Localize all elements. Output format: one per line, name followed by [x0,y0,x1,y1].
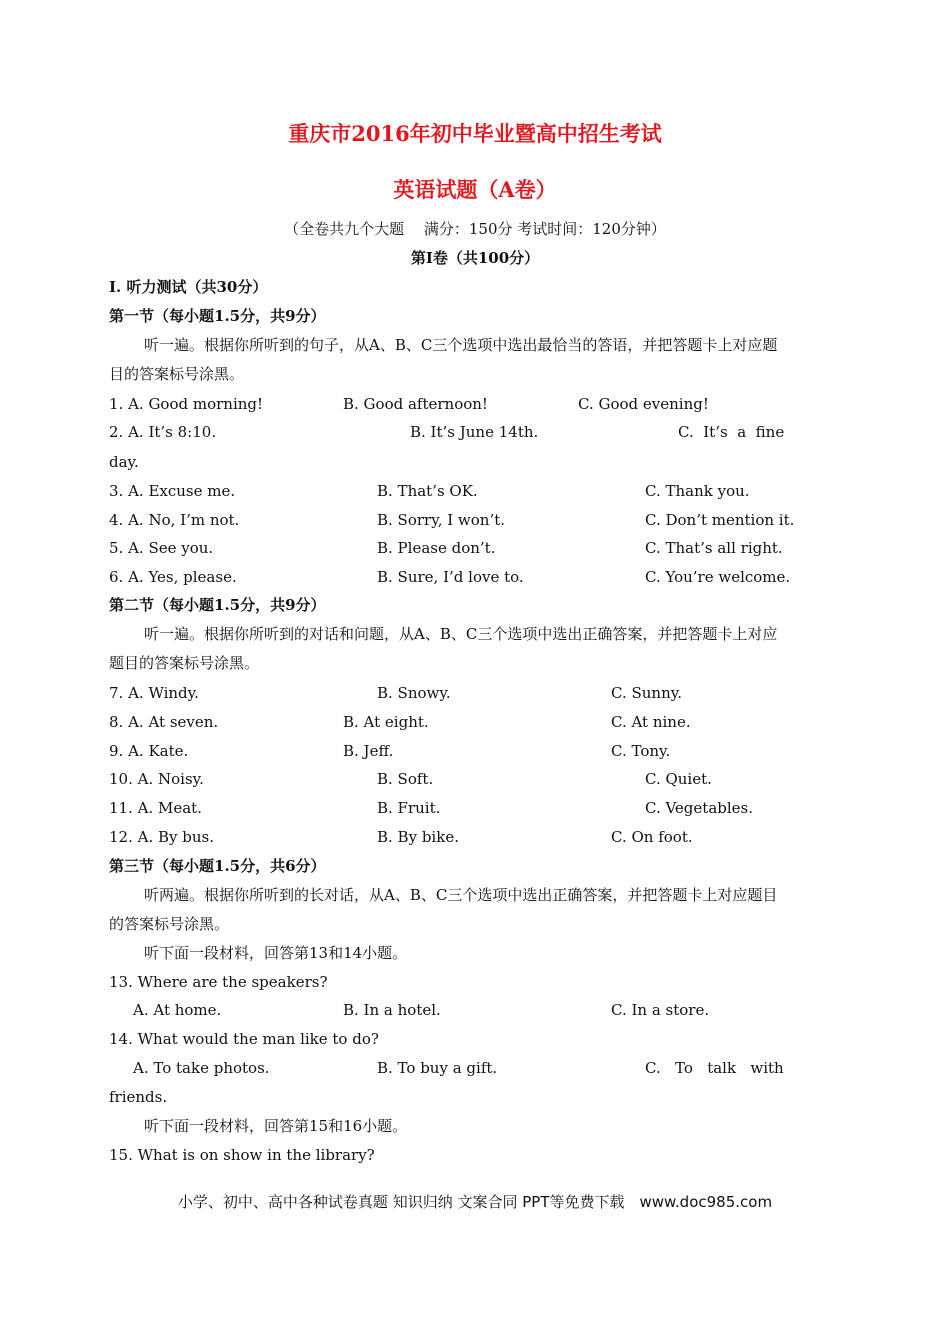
instruction-text: 听两遍。根据你所听到的长对话，从A、B、C三个选项中选出正确答案，并把答题卡上对应题目 [144,886,778,904]
question-option-c-cont: day. [109,453,139,471]
instruction-text: 听一遍。根据你所听到的对话和问题，从A、B、C三个选项中选出正确答案，并把答题卡上对应 [144,625,778,643]
question-option-b: B. It’s June 14th. [410,423,539,441]
question-option-b: B. In a hotel. [343,1001,441,1019]
subsection-heading: 第二节（每小题1.5分，共9分） [109,596,326,614]
question-option-b: B. Snowy. [377,684,451,702]
question-option-b: B. Jeff. [343,742,394,760]
question-option-c: C. Quiet. [645,770,712,788]
question-option-a: 1. A. Good morning! [109,395,264,413]
instruction-text: 目的答案标号涂黑。 [109,365,245,383]
question-option-c: C. Don’t mention it. [645,511,795,529]
question-option-c: C. On foot. [611,828,693,846]
instruction-text: 的答案标号涂黑。 [109,915,230,933]
question-option-c: C. You’re welcome. [645,568,791,586]
question-option-a: 11. A. Meat. [109,799,202,817]
instruction-text: 题目的答案标号涂黑。 [109,654,260,672]
question-option-c: C. Vegetables. [645,799,754,817]
question-option-c: C. To talk with [645,1059,784,1077]
question-option-a: 6. A. Yes, please. [109,568,237,586]
question-option-a: 2. A. It’s 8:10. [109,423,217,441]
question-option-b: B. To buy a gift. [377,1059,498,1077]
question-option-c: C. It’s a fine [678,423,785,441]
question-option-c: C. Sunny. [611,684,682,702]
question-option-c-cont: friends. [109,1088,168,1106]
question-option-b: B. That’s OK. [377,482,478,500]
question-option-b: B. Please don’t. [377,539,496,557]
instruction-note: 听下面一段材料，回答第15和16小题。 [144,1117,408,1135]
question-stem: 14. What would the man like to do? [109,1030,379,1048]
exam-subtitle: 英语试题（A卷） [393,177,557,202]
subsection-heading: 第三节（每小题1.5分，共6分） [109,857,326,875]
question-option-a: A. To take photos. [133,1059,270,1077]
question-option-a: 10. A. Noisy. [109,770,204,788]
exam-title: 重庆市2016年初中毕业暨高中招生考试 [288,121,662,146]
question-option-c: C. Good evening! [578,395,709,413]
question-option-b: B. At eight. [343,713,429,731]
part-heading: 第Ⅰ卷（共100分） [410,249,540,267]
question-option-c: C. Thank you. [645,482,750,500]
question-option-c: C. In a store. [611,1001,710,1019]
question-stem: 15. What is on show in the library? [109,1146,375,1164]
question-option-b: B. Sorry, I won’t. [377,511,506,529]
question-option-a: 7. A. Windy. [109,684,199,702]
question-option-a: 8. A. At seven. [109,713,219,731]
page-footer: 小学、初中、高中各种试卷真题 知识归纳 文案合同 PPT等免费下载 www.doc985.com [177,1193,773,1211]
question-option-b: B. Soft. [377,770,434,788]
question-option-c: C. That’s all right. [645,539,783,557]
question-option-a: 4. A. No, I’m not. [109,511,240,529]
question-option-b: B. Sure, I’d love to. [377,568,524,586]
question-option-c: C. At nine. [611,713,691,731]
question-option-b: B. Fruit. [377,799,441,817]
question-option-a: A. At home. [133,1001,222,1019]
question-option-a: 3. A. Excuse me. [109,482,236,500]
question-option-a: 12. A. By bus. [109,828,214,846]
instruction-text: 听一遍。根据你所听到的句子，从A、B、C三个选项中选出最恰当的答语，并把答题卡上对应题 [144,336,778,354]
section-heading: I. 听力测试（共30分） [109,278,268,296]
question-stem: 13. Where are the speakers? [109,973,328,991]
question-option-a: 9. A. Kate. [109,742,189,760]
question-option-b: B. By bike. [377,828,459,846]
subsection-heading: 第一节（每小题1.5分，共9分） [109,307,326,325]
question-option-a: 5. A. See you. [109,539,214,557]
exam-info: （全卷共九个大题 满分：150分 考试时间：120分钟） [284,220,666,238]
question-option-c: C. Tony. [611,742,671,760]
instruction-note: 听下面一段材料，回答第13和14小题。 [144,944,408,962]
question-option-b: B. Good afternoon! [343,395,488,413]
